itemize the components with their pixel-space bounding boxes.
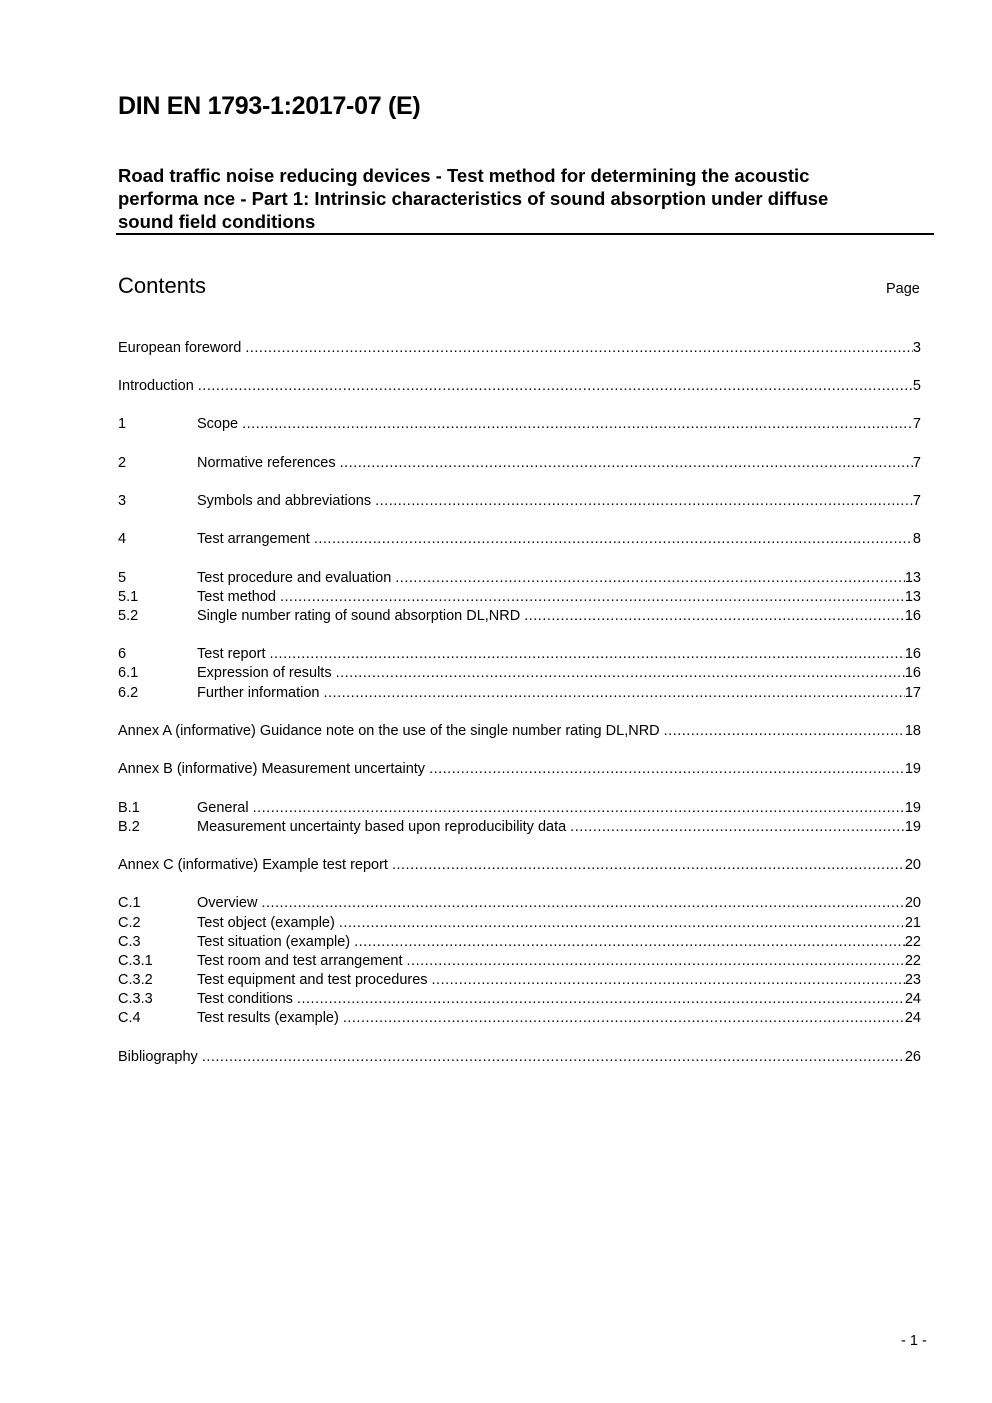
toc-entry[interactable]	[118, 607, 921, 626]
toc-dot-leader	[395, 569, 905, 588]
toc-entry-title: European foreword	[118, 340, 242, 356]
toc-entry-page: 8	[912, 531, 921, 547]
toc-entry[interactable]	[118, 588, 921, 607]
page-number: - 1 -	[901, 1333, 927, 1349]
toc-entry-number: 5.2	[118, 608, 139, 624]
toc-entry[interactable]	[118, 530, 921, 549]
toc-dot-leader	[261, 894, 904, 913]
title-line-2: performa nce - Part 1: Intrinsic characteristics of sound absorption under diffuse	[118, 188, 829, 209]
toc-entry-title: Annex B (informative) Measurement uncertainty	[118, 761, 426, 777]
toc-entry-page: 16	[904, 646, 921, 662]
toc-dot-leader	[280, 588, 905, 607]
title-line-1: Road traffic noise reducing devices - Test method for determining the acoustic	[118, 165, 810, 186]
toc-dot-leader	[354, 933, 905, 952]
toc-dot-leader	[198, 377, 913, 396]
toc-entry-number: C.3.1	[118, 953, 153, 969]
toc-entry[interactable]	[118, 933, 921, 952]
toc-entry-page: 13	[904, 589, 921, 605]
toc-entry[interactable]	[118, 760, 921, 779]
toc-entry-title: Test arrangement	[197, 531, 310, 547]
toc-entry-title: Test method	[197, 589, 276, 605]
toc-entry[interactable]	[118, 971, 921, 990]
toc-dot-leader	[570, 818, 905, 837]
toc-entry-number: C.3	[118, 934, 141, 950]
toc-entry-title: Further information	[197, 685, 320, 701]
toc-entry-page: 5	[912, 378, 921, 394]
toc-entry-number: C.2	[118, 915, 141, 931]
toc-dot-leader	[270, 645, 905, 664]
toc-entry-page: 21	[904, 915, 921, 931]
toc-entry-page: 19	[904, 761, 921, 777]
toc-entry-title: Test object (example)	[197, 915, 335, 931]
toc-entry[interactable]	[118, 722, 921, 741]
toc-entry[interactable]	[118, 645, 921, 664]
toc-entry[interactable]	[118, 377, 921, 396]
toc-dot-leader	[324, 684, 905, 703]
title-line-3: sound field conditions	[118, 211, 316, 232]
toc-entry-page: 20	[904, 895, 921, 911]
toc-entry[interactable]	[118, 492, 921, 511]
contents-heading: Contents	[118, 273, 207, 298]
toc-entry[interactable]	[118, 339, 921, 358]
toc-entry[interactable]	[118, 952, 921, 971]
toc-entry-page: 22	[904, 934, 921, 950]
toc-entry-title: Scope	[197, 416, 239, 432]
toc-entry-page: 19	[904, 800, 921, 816]
toc-entry[interactable]	[118, 990, 921, 1009]
toc-entry-page: 20	[904, 857, 921, 873]
toc-entry-number: 5	[118, 570, 127, 586]
toc-dot-leader	[336, 664, 905, 683]
toc-entry-title: Test report	[197, 646, 266, 662]
toc-entry-number: C.3.3	[118, 991, 153, 1007]
toc-dot-leader	[432, 971, 905, 990]
toc-entry-number: C.1	[118, 895, 141, 911]
toc-entry-page: 24	[904, 1010, 921, 1026]
toc-entry-number: C.3.2	[118, 972, 153, 988]
toc-dot-leader	[340, 454, 913, 473]
toc-entry-title: General	[197, 800, 249, 816]
toc-entry-title: Measurement uncertainty based upon reproducibility data	[197, 819, 567, 835]
toc-entry-number: 6.1	[118, 665, 139, 681]
toc-entry-title: Test equipment and test procedures	[197, 972, 428, 988]
toc-dot-leader	[297, 990, 905, 1009]
document-title	[118, 164, 933, 235]
toc-entry-number: 6.2	[118, 685, 139, 701]
toc-entry-page: 16	[904, 665, 921, 681]
toc-entry[interactable]	[118, 415, 921, 434]
toc-entry[interactable]	[118, 454, 921, 473]
toc-entry-number: 3	[118, 493, 127, 509]
toc-entry-title: Bibliography	[118, 1049, 198, 1065]
toc-dot-leader	[339, 914, 905, 933]
toc-entry-title: Normative references	[197, 455, 336, 471]
toc-entry-title: Expression of results	[197, 665, 332, 681]
toc-entry[interactable]	[118, 1048, 921, 1067]
toc-entry-page: 7	[912, 416, 921, 432]
toc-entry-page: 19	[904, 819, 921, 835]
toc-dot-leader	[375, 492, 913, 511]
toc-entry-page: 24	[904, 991, 921, 1007]
toc-dot-leader	[407, 952, 905, 971]
toc-entry-title: Test situation (example)	[197, 934, 351, 950]
toc-entry[interactable]	[118, 664, 921, 683]
toc-entry-page: 18	[904, 723, 921, 739]
toc-entry-number: 5.1	[118, 589, 139, 605]
toc-entry-number: B.1	[118, 800, 140, 816]
toc-entry-number: C.4	[118, 1010, 141, 1026]
page-column-label: Page	[886, 281, 920, 297]
toc-entry-title: Test procedure and evaluation	[197, 570, 392, 586]
toc-entry-page: 17	[904, 685, 921, 701]
toc-entry[interactable]	[118, 684, 921, 703]
toc-entry[interactable]	[118, 856, 921, 875]
toc-entry[interactable]	[118, 894, 921, 913]
toc-dot-leader	[253, 799, 905, 818]
toc-entry-page: 7	[912, 493, 921, 509]
document-id: DIN EN 1793-1:2017-07 (E)	[118, 92, 421, 120]
title-divider	[116, 233, 934, 235]
toc-entry-number: 6	[118, 646, 127, 662]
toc-dot-leader	[524, 607, 905, 626]
toc-entry-page: 7	[912, 455, 921, 471]
toc-dot-leader	[392, 856, 905, 875]
toc-entry-page: 22	[904, 953, 921, 969]
toc-entry-title: Symbols and abbreviations	[197, 493, 372, 509]
toc-dot-leader	[242, 415, 913, 434]
toc-entry-number: B.2	[118, 819, 140, 835]
toc-entry-page: 13	[904, 570, 921, 586]
toc-dot-leader	[245, 339, 913, 358]
toc-dot-leader	[343, 1009, 905, 1028]
toc-dot-leader	[202, 1048, 905, 1067]
toc-entry[interactable]	[118, 818, 921, 837]
toc-entry-title: Test results (example)	[197, 1010, 339, 1026]
toc-entry-title: Annex C (informative) Example test report	[118, 857, 388, 873]
toc-entry-page: 23	[904, 972, 921, 988]
toc-dot-leader	[664, 722, 905, 741]
toc-entry-title: Introduction	[118, 378, 194, 394]
toc-entry[interactable]	[118, 914, 921, 933]
toc-entry-page: 26	[904, 1049, 921, 1065]
toc-dot-leader	[429, 760, 905, 779]
toc-entry[interactable]	[118, 799, 921, 818]
toc-entry-page: 3	[912, 340, 921, 356]
toc-entry-title: Annex A (informative) Guidance note on the use of the single number rating DL,NRD	[118, 723, 660, 739]
toc-dot-leader	[314, 530, 913, 549]
toc-entry-title: Test conditions	[197, 991, 293, 1007]
toc-entry[interactable]	[118, 1009, 921, 1028]
toc-entry[interactable]	[118, 569, 921, 588]
toc-entry-number: 4	[118, 531, 127, 547]
toc-entry-title: Test room and test arrangement	[197, 953, 403, 969]
toc-entry-title: Overview	[197, 895, 258, 911]
toc-entry-number: 1	[118, 416, 127, 432]
toc-entry-number: 2	[118, 455, 127, 471]
toc-entry-page: 16	[904, 608, 921, 624]
toc-entry-title: Single number rating of sound absorption DL,NRD	[197, 608, 521, 624]
